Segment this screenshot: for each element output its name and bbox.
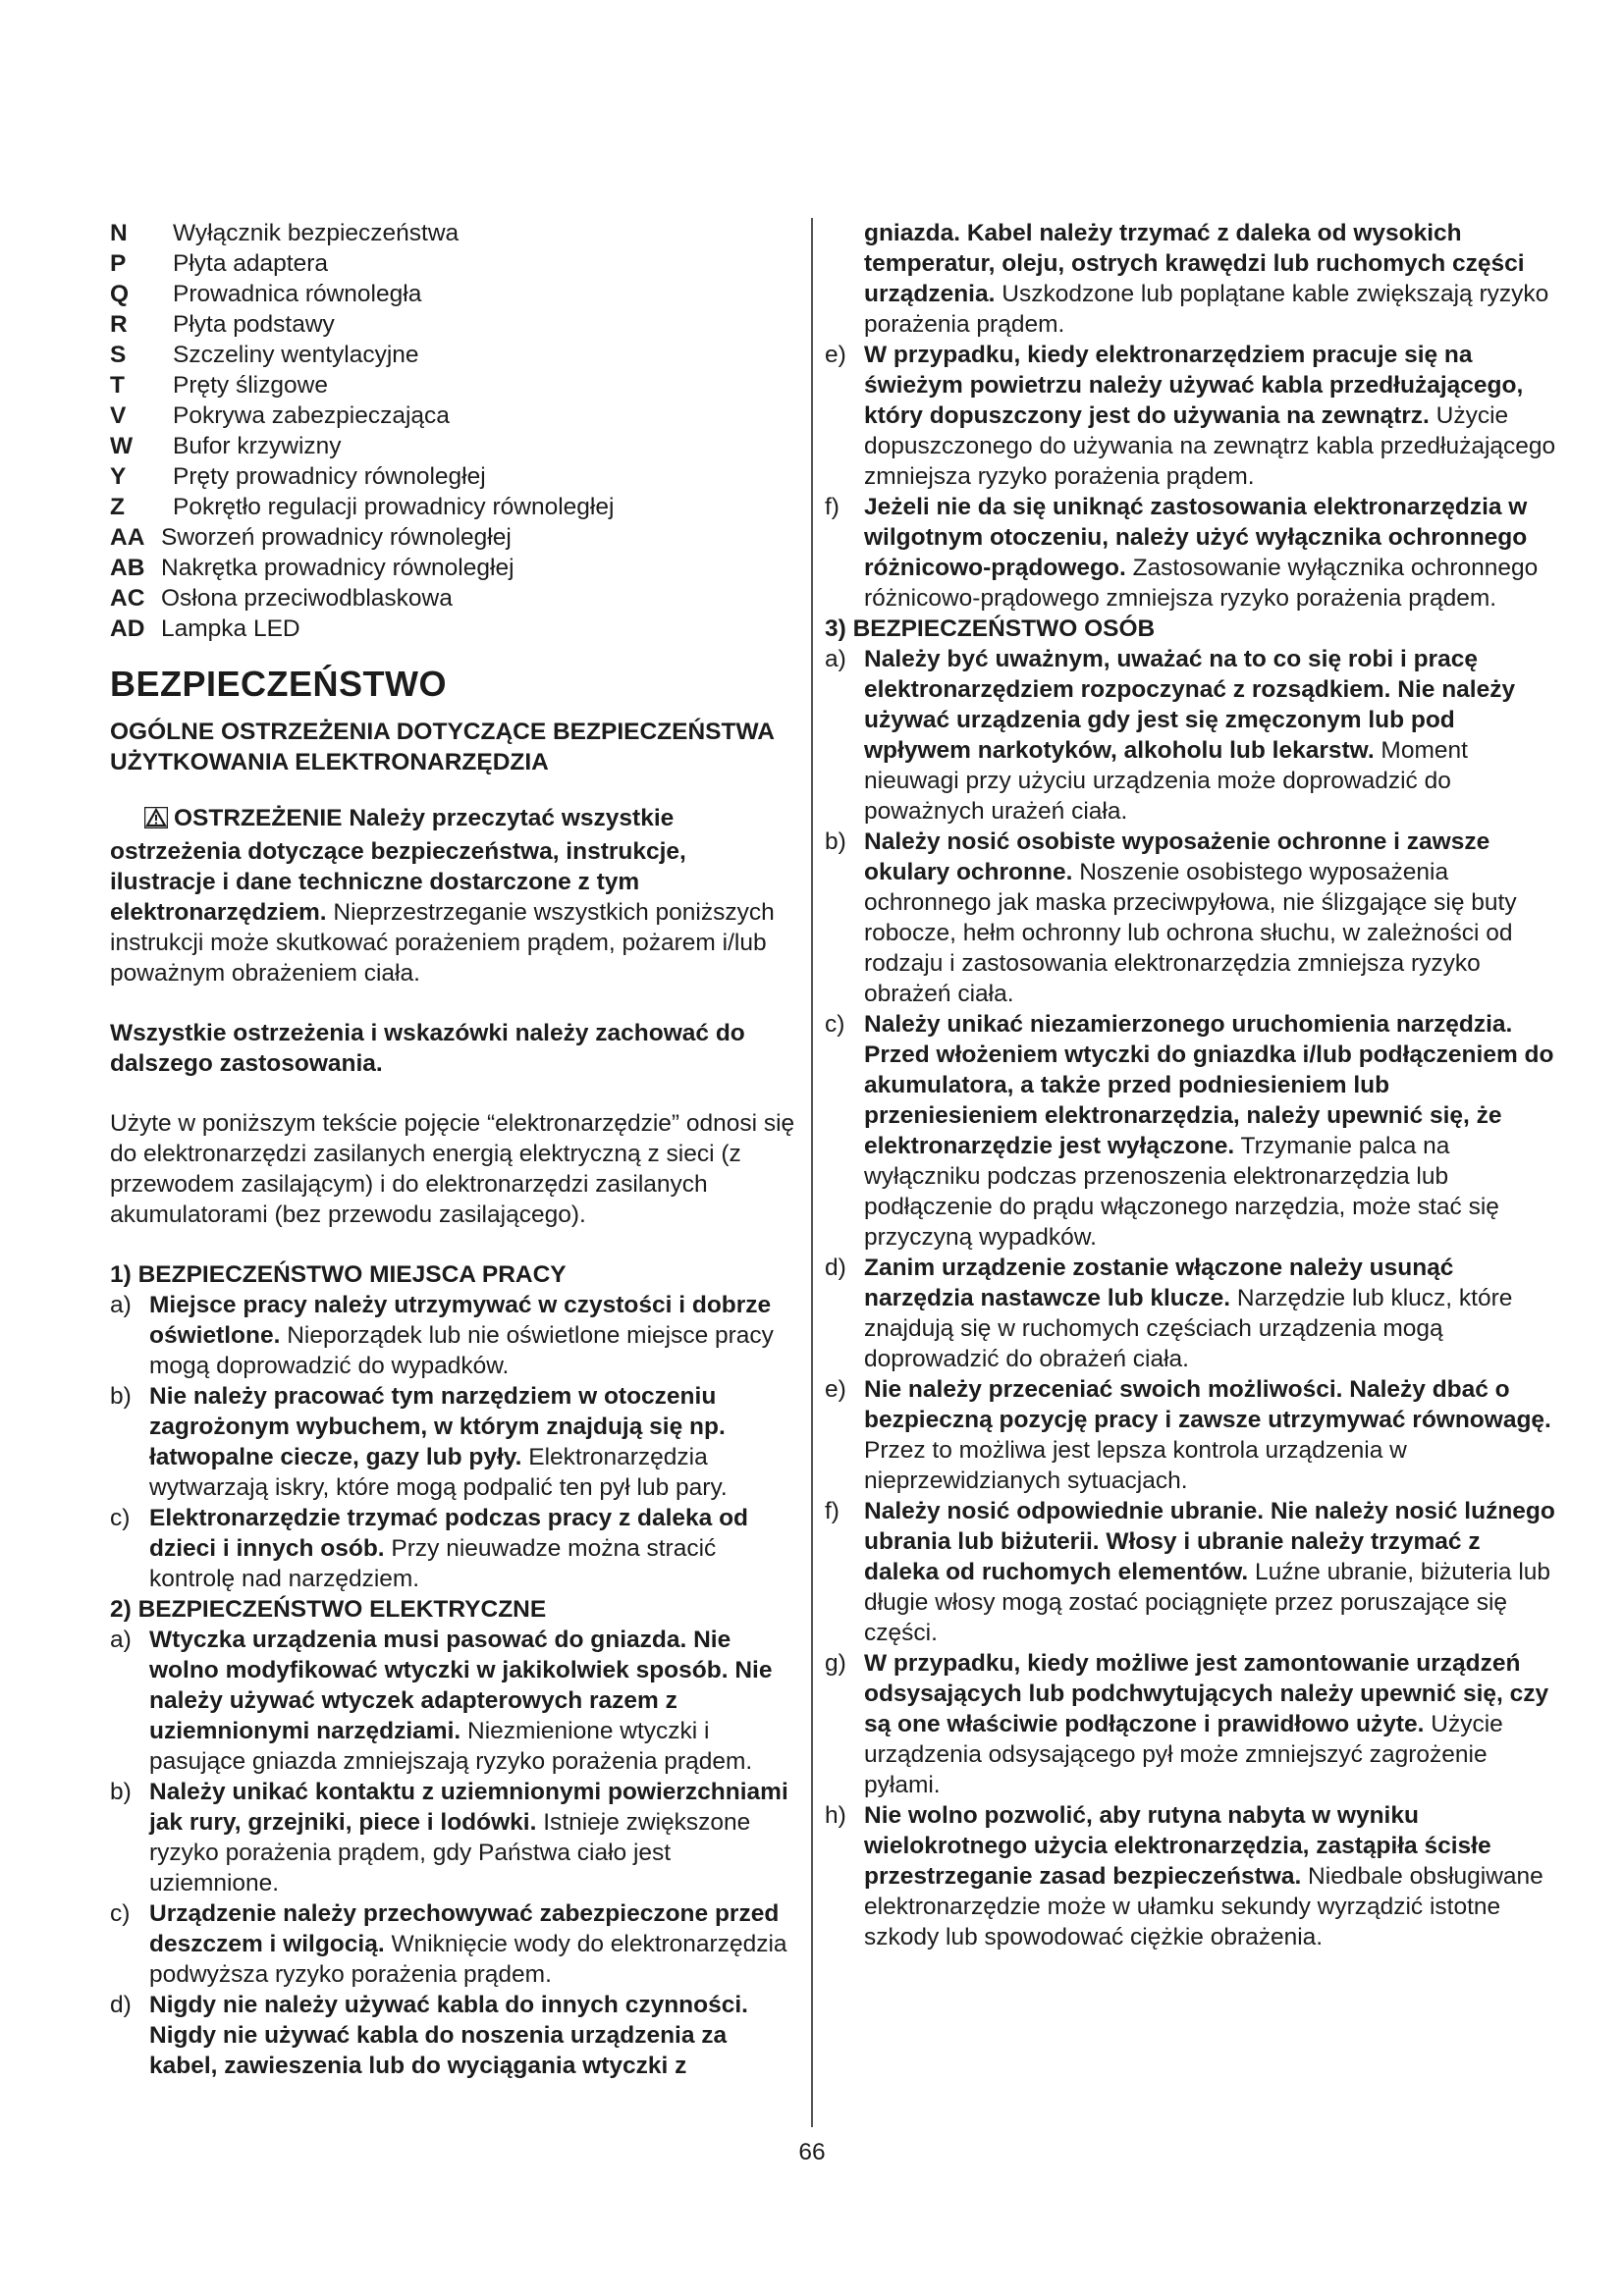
sec1-title: 1) BEZPIECZEŃSTWO MIEJSCA PRACY bbox=[110, 1261, 567, 1288]
legend-description: Pręty ślizgowe bbox=[173, 372, 328, 399]
list-item bbox=[110, 1625, 797, 1777]
item-bold-text: Nie należy pracować tym narzędziem w otoczeniu zagrożonym wybuchem, w którym znajdują się np. łatwopalne ciecze, gazy lub pyły. bbox=[149, 1383, 726, 1470]
item-text bbox=[864, 1496, 1556, 1648]
item-letter: b) bbox=[110, 1383, 132, 1410]
sec2-title: 2) BEZPIECZEŃSTWO ELEKTRYCZNE bbox=[110, 1596, 547, 1623]
general-warning bbox=[110, 803, 797, 988]
item-letter: e) bbox=[825, 342, 846, 368]
list-item bbox=[110, 1381, 797, 1503]
item-normal-text: Zastosowanie wyłącznika ochronnego różnicowo-prądowego zmniejsza ryzyko porażenia prądem. bbox=[864, 555, 1539, 612]
legend-code: Y bbox=[110, 463, 127, 490]
legend-row bbox=[110, 400, 797, 431]
legend-row bbox=[110, 614, 797, 644]
legend-row bbox=[110, 522, 797, 553]
legend-description: Wyłącznik bezpieczeństwa bbox=[173, 220, 460, 246]
item-letter: c) bbox=[110, 1900, 131, 1927]
list-item bbox=[825, 1009, 1556, 1253]
item-text bbox=[149, 1898, 797, 1990]
legend-row bbox=[110, 218, 797, 248]
legend-code: R bbox=[110, 311, 128, 338]
item-letter: e) bbox=[825, 1376, 846, 1403]
legend-description: Pręty prowadnicy równoległej bbox=[173, 463, 486, 490]
item-bold-text: Nie należy przeceniać swoich możliwości. Należy dbać o bezpieczną pozycję pracy i zawsze utrzymywać równowagę. bbox=[864, 1376, 1551, 1433]
legend-code: Q bbox=[110, 281, 130, 307]
item-normal-text: Moment nieuwagi przy użyciu urządzenia może doprowadzić do poważnych urażeń ciała. bbox=[864, 737, 1468, 825]
item-bold-text: Wtyczka urządzenia musi pasować do gniazda. Nie wolno modyfikować wtyczki w jakikolwiek sposób. Nie należy używać wtyczek adapterowych razem z uziemnionymi narzędziami. bbox=[149, 1627, 773, 1744]
item-normal-text: Istnieje zwiększone ryzyko porażenia prądem, gdy Państwa ciało jest uziemnione. bbox=[149, 1809, 751, 1896]
item-text bbox=[864, 1253, 1556, 1374]
list-item bbox=[110, 1290, 797, 1381]
legend-description: Prowadnica równoległa bbox=[173, 281, 422, 307]
legend-description: Płyta adaptera bbox=[173, 250, 328, 277]
legend-row bbox=[110, 309, 797, 340]
legend-row bbox=[110, 279, 797, 309]
legend-code: N bbox=[110, 220, 128, 246]
legend-code: P bbox=[110, 250, 127, 277]
legend-code: AA bbox=[110, 524, 145, 551]
item-letter: f) bbox=[825, 494, 839, 520]
item-text bbox=[864, 1800, 1556, 1952]
sec2-d-cont-normal: Uszkodzone lub poplątane kable zwiększają ryzyko porażenia prądem. bbox=[864, 281, 1549, 338]
parts-legend bbox=[110, 218, 797, 644]
left-column bbox=[110, 218, 797, 2081]
legend-code: T bbox=[110, 372, 125, 399]
item-bold-text: W przypadku, kiedy możliwe jest zamontowanie urządzeń odsysających lub podchwytujących należy upewnić się, czy są one właściwie podłączone i prawidłowo użyte. bbox=[864, 1650, 1549, 1737]
item-letter: d) bbox=[110, 1992, 132, 2018]
list-item bbox=[825, 1648, 1556, 1800]
list-item bbox=[825, 492, 1556, 614]
column-divider bbox=[811, 218, 813, 2127]
legend-code: AB bbox=[110, 555, 145, 581]
item-text bbox=[864, 1009, 1556, 1253]
warning-bold-text: OSTRZEŻENIE Należy przeczytać wszystkie ostrzeżenia dotyczące bezpieczeństwa, instrukcje, ilustracje i dane techniczne dostarczone z tym elektronarzędziem. bbox=[110, 805, 686, 926]
legend-row bbox=[110, 492, 797, 522]
item-letter: a) bbox=[825, 646, 846, 672]
item-letter: a) bbox=[110, 1627, 132, 1653]
legend-code: S bbox=[110, 342, 127, 368]
sec2-d-continued bbox=[825, 218, 1556, 340]
item-text bbox=[864, 644, 1556, 827]
sec2-items-continued bbox=[825, 340, 1556, 614]
legend-code: AD bbox=[110, 615, 145, 642]
sec3-title: 3) BEZPIECZEŃSTWO OSÓB bbox=[825, 615, 1156, 642]
list-item bbox=[825, 644, 1556, 827]
section-heading: BEZPIECZEŃSTWO bbox=[110, 664, 448, 704]
legend-description: Pokrętło regulacji prowadnicy równoległej bbox=[173, 494, 615, 520]
sec2-items bbox=[110, 1625, 797, 2081]
list-item bbox=[825, 827, 1556, 1009]
item-letter: h) bbox=[825, 1802, 846, 1829]
keep-note bbox=[110, 1018, 797, 1079]
item-normal-text: Narzędzie lub klucz, które znajdują się w ruchomych częściach urządzenia mogą doprowadzić do obrażeń ciała. bbox=[864, 1285, 1513, 1372]
warning-normal-text: Nieprzestrzeganie wszystkich poniższych instrukcji może skutkować porażeniem prądem, pożarem i/lub poważnym obrażeniem ciała. bbox=[110, 899, 775, 987]
legend-code: W bbox=[110, 433, 134, 459]
legend-code: Z bbox=[110, 494, 125, 520]
item-normal-text: Noszenie osobistego wyposażenia ochronnego jak maska przeciwpyłowa, nie ślizgające się buty robocze, hełm ochronny lub ochrona słuchu, w zależności od rodzaju i zastosowania elektronarzędzia zmniejsza ryzyko obrażeń ciała. bbox=[864, 859, 1517, 1007]
item-normal-text: Elektronarzędzia wytwarzają iskry, które mogą podpalić ten pył lub pary. bbox=[149, 1444, 728, 1501]
item-text bbox=[149, 1990, 797, 2081]
item-text bbox=[149, 1625, 797, 1777]
item-bold-text: Należy nosić osobiste wyposażenie ochronne i zawsze okulary ochronne. bbox=[864, 828, 1490, 885]
item-bold-text: Urządzenie należy przechowywać zabezpieczone przed deszczem i wilgocią. bbox=[149, 1900, 780, 1957]
legend-code: V bbox=[110, 402, 127, 429]
item-text bbox=[864, 340, 1556, 492]
list-item bbox=[110, 1503, 797, 1594]
item-bold-text: Należy unikać niezamierzonego uruchomienia narzędzia. Przed włożeniem wtyczki do gniazdka i/lub podłączeniem do akumulatora, a także przed podniesieniem lub przeniesieniem elektronarzędzia, należy upewnić się, że elektronarzędzie jest wyłączone. bbox=[864, 1011, 1554, 1159]
item-text bbox=[149, 1777, 797, 1898]
legend-code: AC bbox=[110, 585, 145, 612]
item-normal-text: Użycie urządzenia odsysającego pył może zmniejszyć zagrożenie pyłami. bbox=[864, 1711, 1503, 1798]
list-item bbox=[110, 1990, 797, 2081]
item-letter: b) bbox=[825, 828, 846, 855]
legend-description: Sworzeń prowadnicy równoległej bbox=[161, 524, 512, 551]
list-item bbox=[825, 1374, 1556, 1496]
legend-description: Lampka LED bbox=[161, 615, 300, 642]
list-item bbox=[825, 1496, 1556, 1648]
legend-row bbox=[110, 553, 797, 583]
item-text bbox=[864, 1648, 1556, 1800]
item-normal-text: Przez to możliwa jest lepsza kontrola urządzenia w nieprzewidzianych sytuacjach. bbox=[864, 1437, 1407, 1494]
item-normal-text: Użycie dopuszczonego do używania na zewnątrz kabla przedłużającego zmniejsza ryzyko porażenia prądem. bbox=[864, 402, 1556, 490]
item-normal-text: Wniknięcie wody do elektronarzędzia podwyższa ryzyko porażenia prądem. bbox=[149, 1931, 787, 1988]
sec3-items bbox=[825, 644, 1556, 1952]
section-subheading: OGÓLNE OSTRZEŻENIA DOTYCZĄCE BEZPIECZEŃSTWA UŻYTKOWANIA ELEKTRONARZĘDZIA bbox=[110, 719, 775, 775]
list-item bbox=[110, 1898, 797, 1990]
warning-triangle-icon bbox=[144, 806, 168, 836]
right-column bbox=[825, 218, 1556, 1952]
item-text bbox=[864, 827, 1556, 1009]
legend-description: Pokrywa zabezpieczająca bbox=[173, 402, 450, 429]
legend-description: Nakrętka prowadnicy równoległej bbox=[161, 555, 514, 581]
sec1-items bbox=[110, 1290, 797, 1594]
definition-paragraph: Użyte w poniższym tekście pojęcie “elektronarzędzie” odnosi się do elektronarzędzi zasilanych energią elektryczną z sieci (z przewodem zasilającym) i do elektronarzędzi zasilanych akumulatorami (bez przewodu zasilającego). bbox=[110, 1110, 795, 1228]
item-normal-text: Przy nieuwadze można stracić kontrolę nad narzędziem. bbox=[149, 1535, 717, 1592]
legend-description: Płyta podstawy bbox=[173, 311, 335, 338]
item-normal-text: Niedbale obsługiwane elektronarzędzie może w ułamku sekundy wyrządzić istotne szkody lub spowodować ciężkie obrażenia. bbox=[864, 1863, 1543, 1950]
item-letter: a) bbox=[110, 1292, 132, 1318]
item-normal-text: Trzymanie palca na wyłączniku podczas przenoszenia elektronarzędzia lub podłączenie do prądu włączonego narzędzia, może stać się przyczyną wypadków. bbox=[864, 1133, 1499, 1251]
item-bold-text: Należy być uważnym, uważać na to co się robi i pracę elektronarzędziem rozpoczynać z rozsądkiem. Nie należy używać urządzenia gdy jest się zmęczonym lub pod wpływem narkotyków, alkoholu lub lekarstw. bbox=[864, 646, 1516, 764]
item-text bbox=[149, 1503, 797, 1594]
page-number: 66 bbox=[798, 2139, 826, 2165]
legend-row bbox=[110, 461, 797, 492]
item-letter: c) bbox=[110, 1505, 131, 1531]
legend-row bbox=[110, 248, 797, 279]
legend-description: Bufor krzywizny bbox=[173, 433, 342, 459]
sec2-d-cont-bold: gniazda. Kabel należy trzymać z daleka od wysokich temperatur, oleju, ostrych krawędzi lub ruchomych części urządzenia. bbox=[864, 220, 1525, 307]
item-bold-text: Miejsce pracy należy utrzymywać w czystości i dobrze oświetlone. bbox=[149, 1292, 772, 1349]
item-bold-text: Zanim urządzenie zostanie włączone należy usunąć narzędzia nastawcze lub klucze. bbox=[864, 1255, 1454, 1311]
item-letter: b) bbox=[110, 1779, 132, 1805]
list-item bbox=[825, 340, 1556, 492]
item-text bbox=[864, 492, 1556, 614]
item-letter: f) bbox=[825, 1498, 839, 1524]
item-text bbox=[149, 1381, 797, 1503]
list-item bbox=[110, 1777, 797, 1898]
item-text bbox=[149, 1290, 797, 1381]
legend-row bbox=[110, 340, 797, 370]
item-letter: c) bbox=[825, 1011, 845, 1038]
legend-row bbox=[110, 583, 797, 614]
item-bold-text: W przypadku, kiedy elektronarzędziem pracuje się na świeżym powietrzu należy używać kabla przedłużającego, który dopuszczony jest do używania na zewnątrz. bbox=[864, 342, 1524, 429]
legend-row bbox=[110, 431, 797, 461]
item-bold-text: Należy unikać kontaktu z uziemnionymi powierzchniami jak rury, grzejniki, piece i lodówki. bbox=[149, 1779, 788, 1836]
legend-description: Osłona przeciwodblaskowa bbox=[161, 585, 453, 612]
item-bold-text: Nie wolno pozwolić, aby rutyna nabyta w wyniku wielokrotnego użycia elektronarzędzia, zastąpiła ścisłe przestrzeganie zasad bezpieczeństwa. bbox=[864, 1802, 1491, 1890]
item-normal-text: Nieporządek lub nie oświetlone miejsce pracy mogą doprowadzić do wypadków. bbox=[149, 1322, 774, 1379]
list-item bbox=[825, 1800, 1556, 1952]
list-item bbox=[825, 1253, 1556, 1374]
legend-description: Szczeliny wentylacyjne bbox=[173, 342, 419, 368]
legend-row bbox=[110, 370, 797, 400]
item-text bbox=[864, 1374, 1556, 1496]
item-bold-text: Jeżeli nie da się uniknąć zastosowania elektronarzędzia w wilgotnym otoczeniu, należy użyć wyłącznika ochronnego różnicowo-prądowego. bbox=[864, 494, 1528, 581]
item-bold-text: Nigdy nie należy używać kabla do innych czynności. Nigdy nie używać kabla do noszenia urządzenia za kabel, zawieszenia lub do wyciągania wtyczki z bbox=[149, 1992, 748, 2079]
item-bold-text: Należy nosić odpowiednie ubranie. Nie należy nosić luźnego ubrania lub biżuterii. Włosy i ubranie należy trzymać z daleka od ruchomych elementów. bbox=[864, 1498, 1555, 1585]
item-letter: g) bbox=[825, 1650, 846, 1677]
item-letter: d) bbox=[825, 1255, 846, 1281]
item-normal-text: Luźne ubranie, biżuteria lub długie włosy mogą zostać pociągnięte przez poruszające się części. bbox=[864, 1559, 1551, 1646]
item-bold-text: Elektronarzędzie trzymać podczas pracy z daleka od dzieci i innych osób. bbox=[149, 1505, 749, 1562]
item-normal-text: Niezmienione wtyczki i pasujące gniazda zmniejszają ryzyko porażenia prądem. bbox=[149, 1718, 753, 1775]
keep-note-text: Wszystkie ostrzeżenia i wskazówki należy zachować do dalszego zastosowania. bbox=[110, 1020, 745, 1077]
